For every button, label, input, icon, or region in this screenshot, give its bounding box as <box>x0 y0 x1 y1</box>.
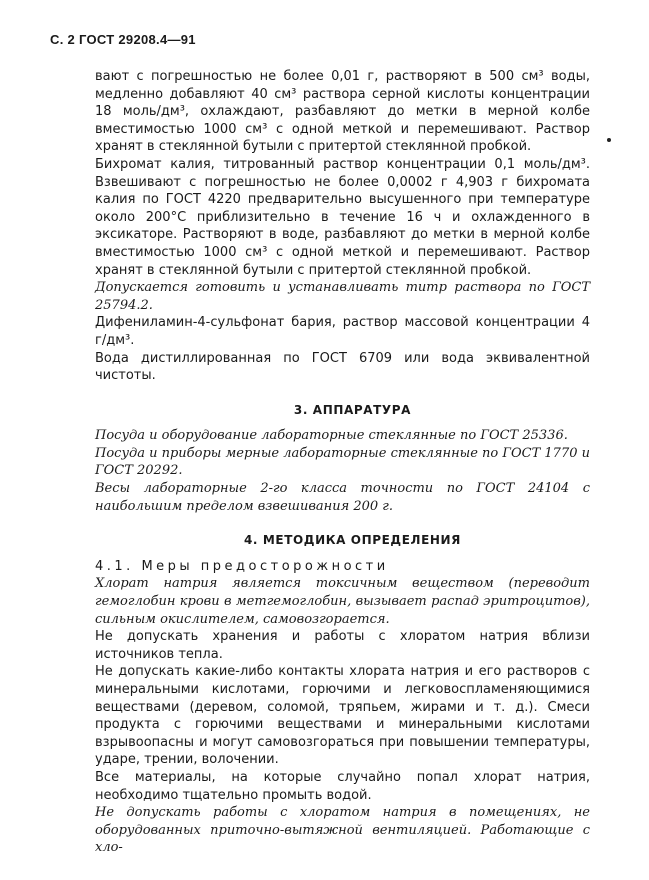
apparatus-item-scales: Весы лабораторные 2-го класса точности по ГОСТ 24104 с наибольшим пределом взвешивания 200 г. <box>95 481 590 514</box>
paragraph-toxicity: Хлорат натрия является токсичным веществом (переводит гемоглобин крови в метгемоглобин, вызывает распад эритроцитов), сильным окислителем, самовозгорается. <box>95 576 590 627</box>
paragraph-wash: Все материалы, на которые случайно попал хлорат натрия, необходимо тщательно промыть водой. <box>95 769 590 803</box>
section-4-title: 4. МЕТОДИКА ОПРЕДЕЛЕНИЯ <box>243 533 462 548</box>
paragraph-titre-note: Допускается готовить и устанавливать титр раствора по ГОСТ 25794.2. <box>95 280 590 313</box>
page-header: С. 2 ГОСТ 29208.4—91 <box>50 32 196 47</box>
paragraph-heat-sources: Не допускать хранения и работы с хлоратом натрия вблизи источников тепла. <box>95 629 590 662</box>
paragraph-ventilation: Не допускать работы с хлоратом натрия в помещениях, не оборудованных приточно-вытяжной вентиляцией. Работающие с хло- <box>95 805 590 856</box>
document-body <box>95 68 590 857</box>
apparatus-item-measuring: Посуда и приборы мерные лабораторные стеклянные по ГОСТ 1770 и ГОСТ 20292. <box>95 445 590 479</box>
apparatus-item-glassware: Посуда и оборудование лабораторные стеклянные по ГОСТ 25336. <box>95 428 568 444</box>
section-3-title: 3. АППАРАТУРА <box>293 402 412 417</box>
paragraph-dichromate: Бихромат калия, титрованный раствор концентрации 0,1 моль/дм³. Взвешивают с погрешностью не более 0,0002 г 4,903 г бихромата калия по ГОСТ 4220 предварительно высушенного при температуре около 200°С приблизительно в течение 16 ч и охлажденного в эксикаторе. Растворяют в воде, разбавляют до метки в мерной колбе вместимостью 1000 см³ с одной меткой и перемешивают. Раствор хранят в стеклянной бутыли с притертой стеклянной пробкой. <box>95 156 590 278</box>
paragraph-solution-prep: вают с погрешностью не более 0,01 г, растворяют в 500 см³ воды, медленно добавляют 40 см³ раствора серной кислоты концентрации 18 моль/дм³, охлаждают, разбавляют до метки в мерной колбе вместимостью 1000 см³ с одной меткой и перемешивают. Раствор хранят в стеклянной бутыли с притертой стеклянной пробкой. <box>95 69 590 155</box>
paragraph-contacts: Не допускать какие-либо контакты хлората натрия и его растворов с минеральными кислотами, горючими и легковоспламеняющимися веществами (деревом, соломой, тряпьем, жирами и т. д.). Смеси продукта с горючими веществами и минеральными кислотами взрывоопасны и могут самовозгораться при повышении температуры, ударе, трении, волочении. <box>95 664 590 768</box>
scan-speck <box>607 138 611 142</box>
paragraph-water: Вода дистиллированная по ГОСТ 6709 или вода эквивалентной чистоты. <box>95 350 590 384</box>
paragraph-indicator: Дифениламин-4-сульфонат бария, раствор массовой концентрации 4 г/дм³. <box>95 315 590 348</box>
subsection-4-1-title: 4.1. Меры предосторожности <box>95 558 389 574</box>
